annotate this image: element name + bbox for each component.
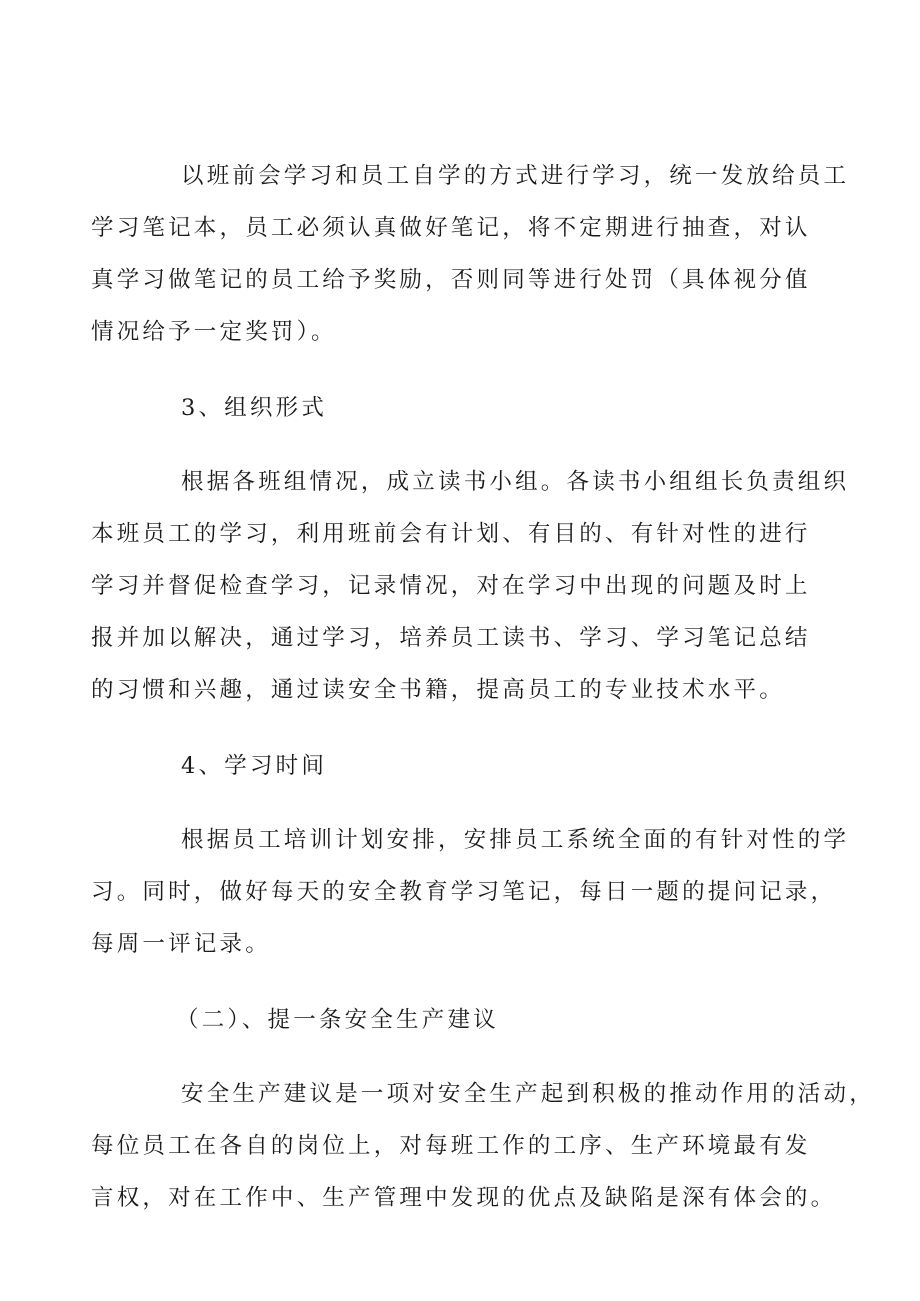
text-line: 真学习做笔记的员工给予奖励，否则同等进行处罚（具体视分值 <box>91 267 811 293</box>
paragraph-organization <box>91 456 850 716</box>
document-page <box>91 150 875 1224</box>
text-line: 报并加以解决，通过学习，培养员工读书、学习、学习笔记总结 <box>91 625 811 651</box>
section-heading-safety-suggestion: （二）、提一条安全生产建议 <box>176 1007 499 1033</box>
text-line: 以班前会学习和员工自学的方式进行学习，统一发放给员工 <box>181 163 850 189</box>
text-line: 根据各班组情况，成立读书小组。各读书小组组长负责组织 <box>181 469 850 495</box>
text-line: 习。同时，做好每天的安全教育学习笔记，每日一题的提问记录， <box>91 879 837 905</box>
paragraph-safety-suggestion <box>91 1068 875 1224</box>
section-heading-study-time: 4、学习时间 <box>181 753 328 779</box>
text-line: 情况给予一定奖罚）。 <box>91 319 337 345</box>
text-line: 学习并督促检查学习，记录情况，对在学习中出现的问题及时上 <box>91 573 811 599</box>
text-line: 每周一评记录。 <box>91 931 271 957</box>
text-line: 根据员工培训计划安排，安排员工系统全面的有针对性的学 <box>181 827 850 853</box>
text-line: 每位员工在各自的岗位上，对每班工作的工序、生产环境最有发 <box>91 1133 811 1159</box>
text-line: 学习笔记本，员工必须认真做好笔记，将不定期进行抽查，对认 <box>91 215 811 241</box>
text-line: 的习惯和兴趣，通过读安全书籍，提高员工的专业技术水平。 <box>91 677 785 703</box>
paragraph-study-method <box>91 150 850 358</box>
paragraph-study-time <box>91 814 850 970</box>
text-line: 本班员工的学习，利用班前会有计划、有目的、有针对性的进行 <box>91 521 811 547</box>
text-line: 言权，对在工作中、生产管理中发现的优点及缺陷是深有体会的。 <box>91 1185 837 1211</box>
section-heading-organization: 3、组织形式 <box>181 395 328 421</box>
text-line: 安全生产建议是一项对安全生产起到积极的推动作用的活动， <box>181 1081 875 1107</box>
